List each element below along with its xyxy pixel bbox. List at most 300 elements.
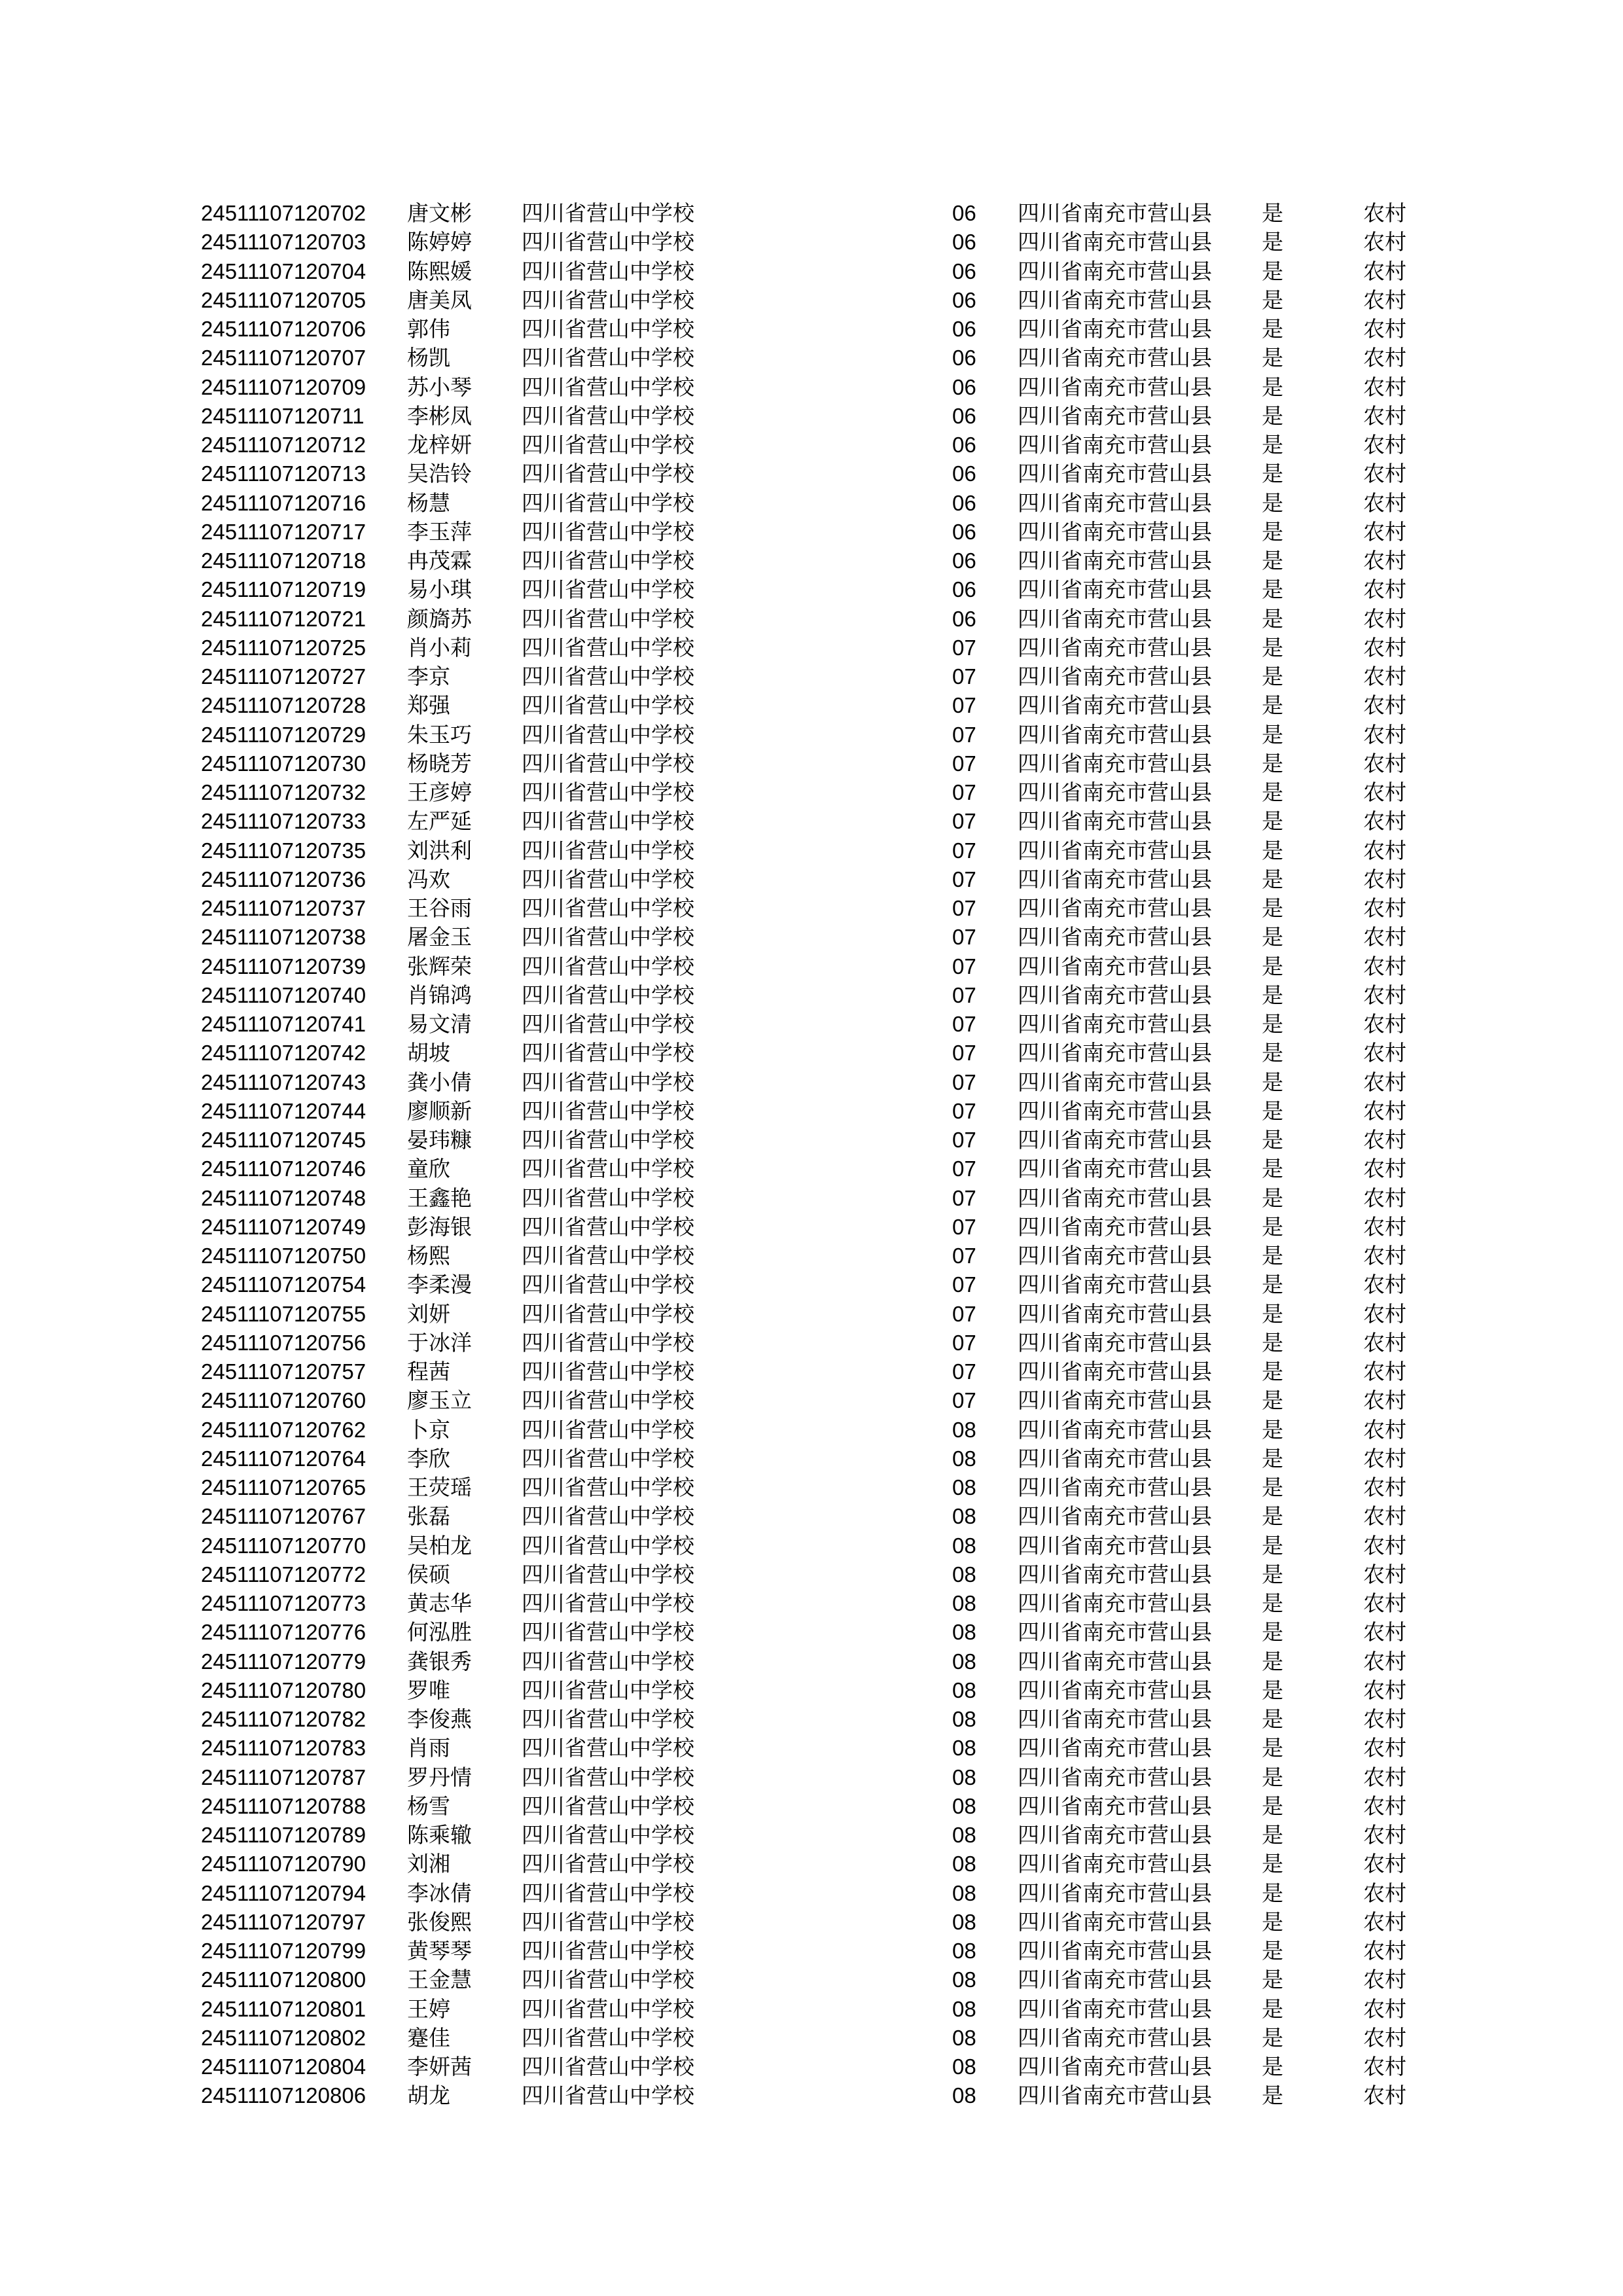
class-cell: 06 — [952, 490, 976, 515]
student-name-cell: 肖锦鸿 — [407, 982, 472, 1008]
student-id-cell: 24511107120711 — [201, 403, 365, 428]
school-cell: 四川省营山中学校 — [522, 692, 694, 719]
student-name-cell: 张辉荣 — [407, 953, 472, 979]
table-row — [0, 459, 1623, 488]
region-cell: 四川省南充市营山县 — [1018, 1213, 1212, 1240]
student-name-cell: 杨慧 — [407, 490, 450, 516]
student-name-cell: 郑强 — [407, 692, 450, 719]
student-name-cell: 杨雪 — [407, 1793, 450, 1819]
residence-type-cell: 农村 — [1363, 1677, 1406, 1703]
region-cell: 四川省南充市营山县 — [1018, 1590, 1212, 1616]
residence-type-cell: 农村 — [1363, 634, 1406, 660]
region-cell: 四川省南充市营山县 — [1018, 1619, 1212, 1645]
residence-type-cell: 农村 — [1363, 1185, 1406, 1211]
class-cell: 06 — [952, 606, 976, 631]
flag-cell: 是 — [1262, 1127, 1283, 1153]
table-row — [0, 721, 1623, 749]
flag-cell: 是 — [1262, 432, 1283, 457]
class-cell: 08 — [952, 1533, 976, 1558]
region-cell: 四川省南充市营山县 — [1018, 518, 1212, 545]
class-cell: 08 — [952, 1475, 976, 1499]
school-cell: 四川省营山中学校 — [522, 1213, 694, 1240]
flag-cell: 是 — [1262, 1011, 1283, 1037]
class-cell: 07 — [952, 1185, 976, 1210]
student-id-cell: 24511107120735 — [201, 838, 366, 863]
residence-type-cell: 农村 — [1363, 1619, 1406, 1645]
class-cell: 07 — [952, 1069, 976, 1094]
school-cell: 四川省营山中学校 — [522, 1329, 694, 1355]
flag-cell: 是 — [1262, 548, 1283, 573]
flag-cell: 是 — [1262, 1040, 1283, 1066]
flag-cell: 是 — [1262, 866, 1283, 892]
region-cell: 四川省南充市营山县 — [1018, 1416, 1212, 1443]
residence-type-cell: 农村 — [1363, 345, 1406, 371]
student-id-cell: 24511107120746 — [201, 1157, 366, 1181]
residence-type-cell: 农村 — [1363, 287, 1406, 313]
school-cell: 四川省营山中学校 — [522, 200, 694, 226]
student-id-cell: 24511107120712 — [201, 433, 366, 457]
table-row — [0, 894, 1623, 923]
region-cell: 四川省南充市营山县 — [1018, 1938, 1212, 1964]
region-cell: 四川省南充市营山县 — [1018, 721, 1212, 747]
student-id-cell: 24511107120773 — [201, 1591, 366, 1615]
student-name-cell: 蹇佳 — [407, 2024, 450, 2051]
student-name-cell: 张磊 — [407, 1503, 450, 1530]
residence-type-cell: 农村 — [1363, 577, 1406, 603]
student-id-cell: 24511107120721 — [201, 606, 366, 631]
table-row — [0, 199, 1623, 228]
student-name-cell: 李柔漫 — [407, 1272, 472, 1298]
residence-type-cell: 农村 — [1363, 750, 1406, 776]
school-cell: 四川省营山中学校 — [522, 1851, 694, 1877]
student-name-cell: 卜京 — [407, 1416, 450, 1443]
class-cell: 08 — [952, 1823, 976, 1847]
table-row — [0, 1270, 1623, 1299]
residence-type-cell: 农村 — [1363, 548, 1406, 573]
residence-type-cell: 农村 — [1363, 895, 1406, 921]
student-name-cell: 陈乘辙 — [407, 1822, 472, 1848]
residence-type-cell: 农村 — [1363, 1329, 1406, 1355]
student-name-cell: 颜旖苏 — [407, 605, 472, 632]
region-cell: 四川省南充市营山县 — [1018, 692, 1212, 719]
student-name-cell: 刘妍 — [407, 1300, 450, 1327]
school-cell: 四川省营山中学校 — [522, 1590, 694, 1616]
residence-type-cell: 农村 — [1363, 953, 1406, 979]
school-cell: 四川省营山中学校 — [522, 1619, 694, 1645]
flag-cell: 是 — [1262, 895, 1283, 921]
school-cell: 四川省营山中学校 — [522, 490, 694, 516]
flag-cell: 是 — [1262, 953, 1283, 979]
residence-type-cell: 农村 — [1363, 1069, 1406, 1095]
student-id-cell: 24511107120799 — [201, 1939, 366, 1963]
student-id-cell: 24511107120713 — [201, 461, 366, 486]
class-cell: 06 — [952, 548, 976, 573]
table-row — [0, 923, 1623, 952]
table-row — [0, 1300, 1623, 1329]
region-cell: 四川省南充市营山县 — [1018, 1735, 1212, 1761]
student-id-cell: 24511107120790 — [201, 1852, 366, 1876]
table-row — [0, 1097, 1623, 1126]
flag-cell: 是 — [1262, 2083, 1283, 2109]
table-row — [0, 344, 1623, 372]
region-cell: 四川省南充市营山县 — [1018, 403, 1212, 429]
student-id-cell: 24511107120788 — [201, 1793, 366, 1818]
student-name-cell: 杨凯 — [407, 345, 450, 371]
table-row — [0, 836, 1623, 865]
residence-type-cell: 农村 — [1363, 924, 1406, 950]
residence-type-cell: 农村 — [1363, 1475, 1406, 1500]
region-cell: 四川省南充市营山县 — [1018, 432, 1212, 457]
residence-type-cell: 农村 — [1363, 982, 1406, 1008]
student-id-cell: 24511107120705 — [201, 287, 366, 312]
residence-type-cell: 农村 — [1363, 1561, 1406, 1587]
flag-cell: 是 — [1262, 374, 1283, 400]
region-cell: 四川省南充市营山县 — [1018, 605, 1212, 632]
student-id-cell: 24511107120744 — [201, 1098, 366, 1123]
region-cell: 四川省南充市营山县 — [1018, 1300, 1212, 1327]
class-cell: 08 — [952, 2025, 976, 2050]
residence-type-cell: 农村 — [1363, 403, 1406, 429]
table-row — [0, 1444, 1623, 1473]
table-row — [0, 1965, 1623, 1994]
class-cell: 07 — [952, 896, 976, 920]
table-row — [0, 1155, 1623, 1183]
school-cell: 四川省营山中学校 — [522, 1967, 694, 1993]
school-cell: 四川省营山中学校 — [522, 895, 694, 921]
table-row — [0, 1937, 1623, 1965]
table-row — [0, 634, 1623, 662]
table-row — [0, 257, 1623, 286]
flag-cell: 是 — [1262, 664, 1283, 689]
table-row — [0, 1647, 1623, 1676]
student-id-cell: 24511107120800 — [201, 1967, 366, 1992]
table-row — [0, 1734, 1623, 1763]
student-name-cell: 杨熙 — [407, 1243, 450, 1268]
school-cell: 四川省营山中学校 — [522, 1272, 694, 1298]
flag-cell: 是 — [1262, 1185, 1283, 1211]
school-cell: 四川省营山中学校 — [522, 721, 694, 747]
class-cell: 06 — [952, 433, 976, 457]
class-cell: 07 — [952, 1330, 976, 1355]
region-cell: 四川省南充市营山县 — [1018, 1272, 1212, 1298]
region-cell: 四川省南充市营山县 — [1018, 1677, 1212, 1703]
region-cell: 四川省南充市营山县 — [1018, 1359, 1212, 1384]
region-cell: 四川省南充市营山县 — [1018, 287, 1212, 313]
student-name-cell: 陈熙媛 — [407, 258, 472, 284]
table-row — [0, 1763, 1623, 1792]
flag-cell: 是 — [1262, 316, 1283, 342]
school-cell: 四川省营山中学校 — [522, 316, 694, 342]
class-cell: 07 — [952, 1157, 976, 1181]
table-row — [0, 1705, 1623, 1734]
residence-type-cell: 农村 — [1363, 1648, 1406, 1674]
student-name-cell: 李玉萍 — [407, 518, 472, 545]
table-row — [0, 1560, 1623, 1589]
school-cell: 四川省营山中学校 — [522, 1416, 694, 1443]
student-id-cell: 24511107120762 — [201, 1417, 366, 1442]
class-cell: 06 — [952, 519, 976, 544]
student-id-cell: 24511107120749 — [201, 1214, 366, 1239]
region-cell: 四川省南充市营山县 — [1018, 1880, 1212, 1906]
flag-cell: 是 — [1262, 518, 1283, 545]
residence-type-cell: 农村 — [1363, 1967, 1406, 1993]
flag-cell: 是 — [1262, 1213, 1283, 1240]
class-cell: 07 — [952, 1244, 976, 1268]
school-cell: 四川省营山中学校 — [522, 518, 694, 545]
region-cell: 四川省南充市营山县 — [1018, 1475, 1212, 1500]
flag-cell: 是 — [1262, 1938, 1283, 1964]
residence-type-cell: 农村 — [1363, 1909, 1406, 1935]
school-cell: 四川省营山中学校 — [522, 953, 694, 979]
student-name-cell: 李欣 — [407, 1445, 450, 1471]
flag-cell: 是 — [1262, 1359, 1283, 1384]
region-cell: 四川省南充市营山县 — [1018, 1329, 1212, 1355]
student-id-cell: 24511107120748 — [201, 1185, 366, 1210]
flag-cell: 是 — [1262, 1967, 1283, 1993]
flag-cell: 是 — [1262, 924, 1283, 950]
class-cell: 06 — [952, 317, 976, 341]
class-cell: 07 — [952, 664, 976, 689]
student-id-cell: 24511107120757 — [201, 1359, 366, 1384]
student-id-cell: 24511107120802 — [201, 2025, 366, 2050]
flag-cell: 是 — [1262, 1156, 1283, 1182]
student-name-cell: 罗丹情 — [407, 1764, 472, 1790]
student-name-cell: 刘湘 — [407, 1851, 450, 1877]
table-row — [0, 228, 1623, 257]
residence-type-cell: 农村 — [1363, 1011, 1406, 1037]
class-cell: 08 — [952, 1649, 976, 1674]
region-cell: 四川省南充市营山县 — [1018, 953, 1212, 979]
residence-type-cell: 农村 — [1363, 461, 1406, 487]
flag-cell: 是 — [1262, 1329, 1283, 1355]
school-cell: 四川省营山中学校 — [522, 432, 694, 457]
class-cell: 07 — [952, 809, 976, 834]
student-name-cell: 黄琴琴 — [407, 1938, 472, 1964]
student-name-cell: 李冰倩 — [407, 1880, 472, 1906]
flag-cell: 是 — [1262, 1619, 1283, 1645]
school-cell: 四川省营山中学校 — [522, 1793, 694, 1819]
school-cell: 四川省营山中学校 — [522, 634, 694, 660]
region-cell: 四川省南充市营山县 — [1018, 1822, 1212, 1848]
residence-type-cell: 农村 — [1363, 490, 1406, 516]
residence-type-cell: 农村 — [1363, 258, 1406, 284]
student-id-cell: 24511107120703 — [201, 230, 366, 255]
class-cell: 06 — [952, 259, 976, 283]
student-name-cell: 龙梓妍 — [407, 432, 472, 457]
class-cell: 07 — [952, 1128, 976, 1152]
region-cell: 四川省南充市营山县 — [1018, 461, 1212, 487]
residence-type-cell: 农村 — [1363, 1098, 1406, 1124]
student-name-cell: 童欣 — [407, 1156, 450, 1182]
student-name-cell: 屠金玉 — [407, 924, 472, 950]
residence-type-cell: 农村 — [1363, 1706, 1406, 1732]
residence-type-cell: 农村 — [1363, 1764, 1406, 1790]
table-row — [0, 778, 1623, 807]
school-cell: 四川省营山中学校 — [522, 1561, 694, 1587]
student-id-cell: 24511107120780 — [201, 1677, 366, 1702]
school-cell: 四川省营山中学校 — [522, 664, 694, 689]
flag-cell: 是 — [1262, 750, 1283, 776]
table-row — [0, 1184, 1623, 1213]
region-cell: 四川省南充市营山县 — [1018, 1503, 1212, 1530]
region-cell: 四川省南充市营山县 — [1018, 664, 1212, 689]
table-row — [0, 575, 1623, 604]
student-id-cell: 24511107120776 — [201, 1620, 366, 1645]
student-id-cell: 24511107120782 — [201, 1707, 366, 1731]
residence-type-cell: 农村 — [1363, 780, 1406, 805]
table-row — [0, 1879, 1623, 1908]
residence-type-cell: 农村 — [1363, 1300, 1406, 1327]
student-id-cell: 24511107120750 — [201, 1244, 366, 1268]
student-id-cell: 24511107120801 — [201, 1996, 366, 2021]
flag-cell: 是 — [1262, 1561, 1283, 1587]
class-cell: 07 — [952, 1041, 976, 1066]
table-row — [0, 1242, 1623, 1270]
flag-cell: 是 — [1262, 229, 1283, 255]
region-cell: 四川省南充市营山县 — [1018, 548, 1212, 573]
student-id-cell: 24511107120742 — [201, 1041, 366, 1066]
table-row — [0, 518, 1623, 547]
school-cell: 四川省营山中学校 — [522, 577, 694, 603]
region-cell: 四川省南充市营山县 — [1018, 837, 1212, 863]
student-name-cell: 彭海银 — [407, 1213, 472, 1240]
residence-type-cell: 农村 — [1363, 2054, 1406, 2079]
school-cell: 四川省营山中学校 — [522, 2054, 694, 2079]
table-row — [0, 489, 1623, 518]
class-cell: 07 — [952, 1012, 976, 1036]
table-row — [0, 662, 1623, 691]
student-id-cell: 24511107120779 — [201, 1649, 366, 1674]
student-id-cell: 24511107120737 — [201, 896, 366, 920]
student-id-cell: 24511107120732 — [201, 780, 366, 804]
school-cell: 四川省营山中学校 — [522, 1532, 694, 1558]
class-cell: 08 — [952, 1707, 976, 1731]
student-table — [0, 199, 1623, 2111]
table-row — [0, 286, 1623, 315]
region-cell: 四川省南充市营山县 — [1018, 1706, 1212, 1732]
student-name-cell: 苏小琴 — [407, 374, 472, 400]
flag-cell: 是 — [1262, 461, 1283, 487]
flag-cell: 是 — [1262, 200, 1283, 226]
region-cell: 四川省南充市营山县 — [1018, 1967, 1212, 1993]
residence-type-cell: 农村 — [1363, 229, 1406, 255]
region-cell: 四川省南充市营山县 — [1018, 1185, 1212, 1211]
school-cell: 四川省营山中学校 — [522, 461, 694, 487]
residence-type-cell: 农村 — [1363, 605, 1406, 632]
residence-type-cell: 农村 — [1363, 518, 1406, 545]
table-row — [0, 1416, 1623, 1444]
flag-cell: 是 — [1262, 1909, 1283, 1935]
table-row — [0, 373, 1623, 402]
class-cell: 06 — [952, 577, 976, 602]
region-cell: 四川省南充市营山县 — [1018, 1243, 1212, 1268]
school-cell: 四川省营山中学校 — [522, 1735, 694, 1761]
residence-type-cell: 农村 — [1363, 1532, 1406, 1558]
school-cell: 四川省营山中学校 — [522, 403, 694, 429]
region-cell: 四川省南充市营山县 — [1018, 577, 1212, 603]
residence-type-cell: 农村 — [1363, 1735, 1406, 1761]
student-name-cell: 杨晓芳 — [407, 750, 472, 776]
class-cell: 08 — [952, 1967, 976, 1992]
flag-cell: 是 — [1262, 287, 1283, 313]
flag-cell: 是 — [1262, 605, 1283, 632]
school-cell: 四川省营山中学校 — [522, 780, 694, 805]
student-name-cell: 易文清 — [407, 1011, 472, 1037]
school-cell: 四川省营山中学校 — [522, 1185, 694, 1211]
school-cell: 四川省营山中学校 — [522, 2024, 694, 2051]
flag-cell: 是 — [1262, 1880, 1283, 1906]
table-row — [0, 402, 1623, 431]
class-cell: 08 — [952, 1939, 976, 1963]
flag-cell: 是 — [1262, 258, 1283, 284]
student-name-cell: 龚银秀 — [407, 1648, 472, 1674]
student-id-cell: 24511107120736 — [201, 867, 366, 891]
student-name-cell: 程茜 — [407, 1359, 450, 1384]
flag-cell: 是 — [1262, 403, 1283, 429]
table-row — [0, 1213, 1623, 1242]
student-id-cell: 24511107120702 — [201, 201, 366, 225]
school-cell: 四川省营山中学校 — [522, 1677, 694, 1703]
table-row — [0, 1821, 1623, 1850]
region-cell: 四川省南充市营山县 — [1018, 1127, 1212, 1153]
student-name-cell: 于冰洋 — [407, 1329, 472, 1355]
residence-type-cell: 农村 — [1363, 1793, 1406, 1819]
region-cell: 四川省南充市营山县 — [1018, 490, 1212, 516]
table-row — [0, 547, 1623, 575]
flag-cell: 是 — [1262, 808, 1283, 834]
student-id-cell: 24511107120772 — [201, 1562, 366, 1587]
class-cell: 08 — [952, 1793, 976, 1818]
table-row — [0, 1995, 1623, 2024]
table-row — [0, 981, 1623, 1010]
class-cell: 08 — [952, 1852, 976, 1876]
residence-type-cell: 农村 — [1363, 1388, 1406, 1414]
student-id-cell: 24511107120764 — [201, 1446, 366, 1471]
table-row — [0, 1589, 1623, 1618]
student-name-cell: 唐文彬 — [407, 200, 472, 226]
student-name-cell: 王谷雨 — [407, 895, 472, 921]
table-row — [0, 431, 1623, 459]
school-cell: 四川省营山中学校 — [522, 1909, 694, 1935]
class-cell: 06 — [952, 461, 976, 486]
table-row — [0, 2081, 1623, 2110]
student-id-cell: 24511107120755 — [201, 1301, 366, 1326]
flag-cell: 是 — [1262, 1416, 1283, 1443]
residence-type-cell: 农村 — [1363, 1416, 1406, 1443]
student-name-cell: 廖顺新 — [407, 1098, 472, 1124]
residence-type-cell: 农村 — [1363, 1156, 1406, 1182]
student-id-cell: 24511107120767 — [201, 1504, 366, 1529]
flag-cell: 是 — [1262, 2054, 1283, 2079]
region-cell: 四川省南充市营山县 — [1018, 1561, 1212, 1587]
table-row — [0, 1039, 1623, 1067]
school-cell: 四川省营山中学校 — [522, 1764, 694, 1790]
region-cell: 四川省南充市营山县 — [1018, 316, 1212, 342]
student-name-cell: 黄志华 — [407, 1590, 472, 1616]
school-cell: 四川省营山中学校 — [522, 1040, 694, 1066]
table-row — [0, 1676, 1623, 1705]
table-row — [0, 1792, 1623, 1821]
table-row — [0, 1010, 1623, 1039]
student-name-cell: 吴柏龙 — [407, 1532, 472, 1558]
region-cell: 四川省南充市营山县 — [1018, 982, 1212, 1008]
region-cell: 四川省南充市营山县 — [1018, 374, 1212, 400]
residence-type-cell: 农村 — [1363, 866, 1406, 892]
flag-cell: 是 — [1262, 837, 1283, 863]
flag-cell: 是 — [1262, 1243, 1283, 1268]
school-cell: 四川省营山中学校 — [522, 258, 694, 284]
student-id-cell: 24511107120804 — [201, 2054, 366, 2079]
